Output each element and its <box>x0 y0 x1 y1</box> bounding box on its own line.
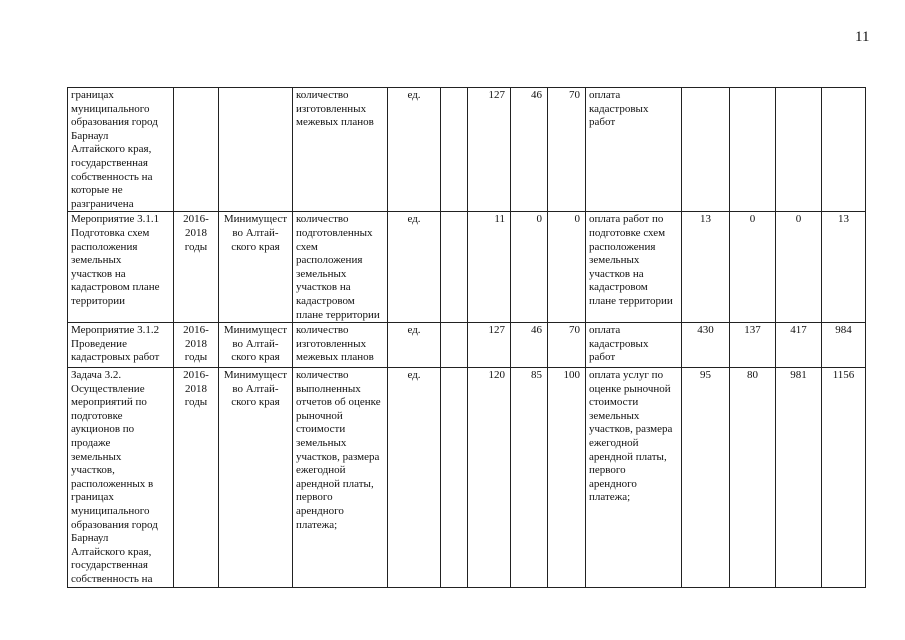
executor-cell <box>219 88 293 212</box>
executor-cell: Минимущест во Алтай- ского края <box>219 212 293 323</box>
table-row <box>68 368 866 588</box>
measure-name-cell: Мероприятие 3.1.2 Проведение кадастровых работ <box>68 323 174 368</box>
indicator-value-2017: 85 <box>511 368 548 588</box>
funding-2017 <box>730 88 776 212</box>
indicator-value-2018: 70 <box>548 88 586 212</box>
indicator-cell: количество выполненных отчетов об оценке рыночной стоимости земельных участков, размера ежегодной арендной платы, первого арендного платежа; <box>293 368 388 588</box>
funding-total: 984 <box>822 323 866 368</box>
cost-item-cell: оплата услуг по оценке рыночной стоимости земельных участков, размера ежегодной арендной платы, первого арендного платежа; <box>586 368 682 588</box>
indicator-value-2016: 120 <box>468 368 511 588</box>
unit-cell: ед. <box>388 212 441 323</box>
empty-cell <box>441 88 468 212</box>
cost-item-cell: оплата кадастровых работ <box>586 88 682 212</box>
empty-cell <box>441 212 468 323</box>
indicator-value-2017: 0 <box>511 212 548 323</box>
funding-2016 <box>682 88 730 212</box>
indicator-value-2017: 46 <box>511 323 548 368</box>
executor-cell: Минимущест во Алтай- ского края <box>219 368 293 588</box>
table-row <box>68 212 866 323</box>
indicator-value-2017: 46 <box>511 88 548 212</box>
indicator-cell: количество изготовленных межевых планов <box>293 88 388 212</box>
indicator-value-2018: 0 <box>548 212 586 323</box>
funding-2017: 137 <box>730 323 776 368</box>
indicator-value-2016: 127 <box>468 323 511 368</box>
funding-2017: 80 <box>730 368 776 588</box>
funding-2016: 95 <box>682 368 730 588</box>
cost-item-cell: оплата кадастровых работ <box>586 323 682 368</box>
period-cell: 2016- 2018 годы <box>174 323 219 368</box>
indicator-cell: количество изготовленных межевых планов <box>293 323 388 368</box>
measure-name-cell: границах муниципального образования город Барнаул Алтайского края, государственная собственность на которые не разграничена <box>68 88 174 212</box>
funding-2016: 13 <box>682 212 730 323</box>
table-row <box>68 323 866 368</box>
funding-total: 13 <box>822 212 866 323</box>
indicator-value-2016: 127 <box>468 88 511 212</box>
empty-cell <box>441 368 468 588</box>
funding-total <box>822 88 866 212</box>
funding-total: 1156 <box>822 368 866 588</box>
funding-2018 <box>776 88 822 212</box>
period-cell <box>174 88 219 212</box>
measure-name-cell: Задача 3.2. Осуществление мероприятий по подготовке аукционов по продаже земельных участков, расположенных в границах муниципального образования город Барнаул Алтайского края, государственная собственность на <box>68 368 174 588</box>
funding-2018: 981 <box>776 368 822 588</box>
unit-cell: ед. <box>388 88 441 212</box>
executor-cell: Минимущест во Алтай- ского края <box>219 323 293 368</box>
funding-2018: 0 <box>776 212 822 323</box>
measure-name-cell: Мероприятие 3.1.1 Подготовка схем расположения земельных участков на кадастровом плане территории <box>68 212 174 323</box>
funding-2018: 417 <box>776 323 822 368</box>
indicator-value-2016: 11 <box>468 212 511 323</box>
indicator-value-2018: 100 <box>548 368 586 588</box>
indicator-value-2018: 70 <box>548 323 586 368</box>
unit-cell: ед. <box>388 368 441 588</box>
funding-2017: 0 <box>730 212 776 323</box>
unit-cell: ед. <box>388 323 441 368</box>
page-number: 11 <box>855 29 870 45</box>
indicator-cell: количество подготовленных схем расположения земельных участков на кадастровом плане территории <box>293 212 388 323</box>
funding-2016: 430 <box>682 323 730 368</box>
table-row <box>68 88 866 212</box>
period-cell: 2016- 2018 годы <box>174 368 219 588</box>
cost-item-cell: оплата работ по подготовке схем расположения земельных участков на кадастровом плане территории <box>586 212 682 323</box>
empty-cell <box>441 323 468 368</box>
period-cell: 2016- 2018 годы <box>174 212 219 323</box>
program-table <box>67 87 866 588</box>
